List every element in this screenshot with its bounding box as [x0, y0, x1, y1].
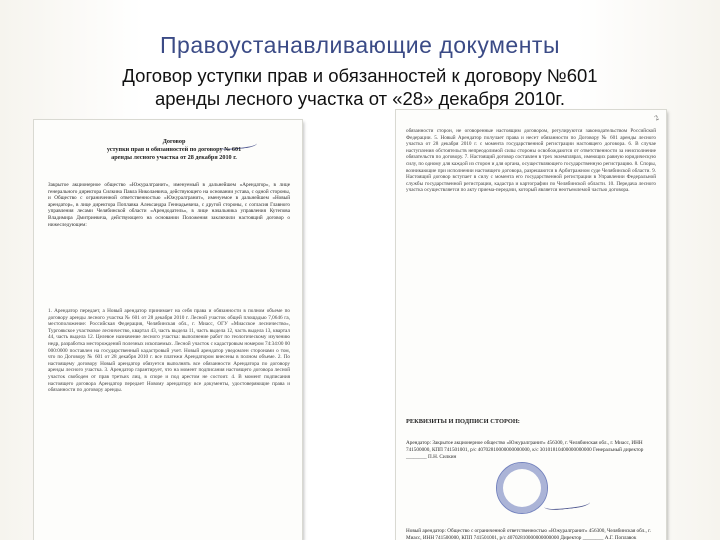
- contract-preamble: Закрытое акционерное общество «Южуралгранит», именуемый в дальнейшем «Арендатор», в лице генерального директора Силкина Павла Николаевича, действующего на основании устава, с одной стороны, и Общество с ограниченной ответственностью «Южуралгранит», именуемое в дальнейшем «Новый арендатор», в лице директора Поплавка Александра Геннадьевича, с другой стороны, с согласия Главного управления лесами Челябинской области «Арендодатель», в лице начальника управления Кутепова Владимира Дмитриевича, действующего на основании Положения заключили настоящий договор о нижеследующем:: [48, 182, 290, 228]
- contract-body-text: 1. Арендатор передает, а Новый арендатор принимает на себя права и обязанности в полном объеме по договору аренды лесного участка № 601 от 28 декабря 2010 г. Лесной участок общей площадью 7,0646 га, местоположение: Российская Федерация, Челябинская обл., г. Миасс, ОГУ «Миасское лесничество», Тургоякское участковое лесничество, квартал 43, часть выдела 11, часть выдела 12, часть выдела 13, квартал 44, часть выдела 12. Целевое назначение лесного участка: выполнение работ по геологическому изучению недр, разработка месторождений полезных ископаемых. Лесной участок с кадастровым номером 74:34:00 00 000:0000 поставлен на государственный кадастровый учет. Новый арендатор уведомлен сторонами о том, что по Договору № 601 от 28 декабря 2010 г. все платежи Арендатором внесены в полном объеме. 2. По настоящему договору Новый арендатор обязуется выполнять все обязанности Арендатора по договору аренды лесного участка. 3. Арендатор гарантирует, что на момент подписания настоящего договора лесной участок свободен от прав третьих лиц, в споре и под арестом не состоит. 4. В момент подписания настоящего договора Арендатор передает Новому арендатору все документы, удостоверяющие права и обязанности по договору аренды.: [48, 308, 290, 394]
- contract-page-2: [396, 110, 666, 540]
- requisites-new-tenant: Новый арендатор: Общество с ограниченной ответственностью «Южуралгранит» 456300, Челябинская обл., г. Миасс, ИНН 741500000, КПП 741501001, р/с 40702810000000000000 Директор ________ А.Г. Поплавок: [406, 528, 651, 540]
- slide-subtitle: Договор уступки прав и обязанностей к договору №601 аренды лесного участка от «28» декабря 2010г.: [122, 65, 598, 109]
- page-number: 2: [652, 113, 660, 123]
- requisites-title: РЕКВИЗИТЫ И ПОДПИСИ СТОРОН:: [406, 418, 520, 425]
- contract-heading: [94, 138, 254, 162]
- heading-line-1: Договор: [162, 138, 186, 145]
- heading-line-2: уступки прав и обязанностей по договору № 601: [106, 146, 242, 153]
- contract-body-text-continued: обязанности сторон, не оговоренные настоящим договором, регулируются законодательством Российской Федерации. 5. Новый Арендатор получает права и несет обязанности по Договору № 601 аренды лесного участка от 28 декабря 2010 г. с момента государственной регистрации настоящего договора. 6. В случае наступления обстоятельств непреодолимой силы стороны освобождаются от ответственности за неисполнение обязательств по договору. 7. Настоящий договор составлен в трех экземплярах, имеющих равную юридическую силу, по одному для каждой из сторон и для органа, осуществляющего государственную регистрацию. 8. Споры, возникающие при исполнении настоящего договора, разрешаются в Арбитражном суде Челябинской области. 9. Настоящий договор вступает в силу с момента его государственной регистрации в Управлении Федеральной службы государственной регистрации, кадастра и картографии по Челябинской области. 10. Передача лесного участка осуществляется по акту приема-передачи, который является неотъемлемой частью договора.: [406, 128, 656, 194]
- company-stamp: [496, 462, 548, 514]
- heading-line-3: аренды лесного участка от 28 декабря 2010 г.: [111, 154, 237, 161]
- requisites-landlord: Арендатор: Закрытое акционерное общество «Южуралгранит» 456300, г. Челябинская обл., г. Миасс, ИНН 741500000, КПП 741501001, р/с 40702810000000000000, к/с 30101810400000000000 Генеральный директор ________ П.Н. Силкин: [406, 440, 644, 460]
- contract-page-1: [34, 120, 302, 540]
- slide-title: Правоустанавливающие документы: [160, 32, 560, 58]
- handwritten-signature: [544, 496, 591, 512]
